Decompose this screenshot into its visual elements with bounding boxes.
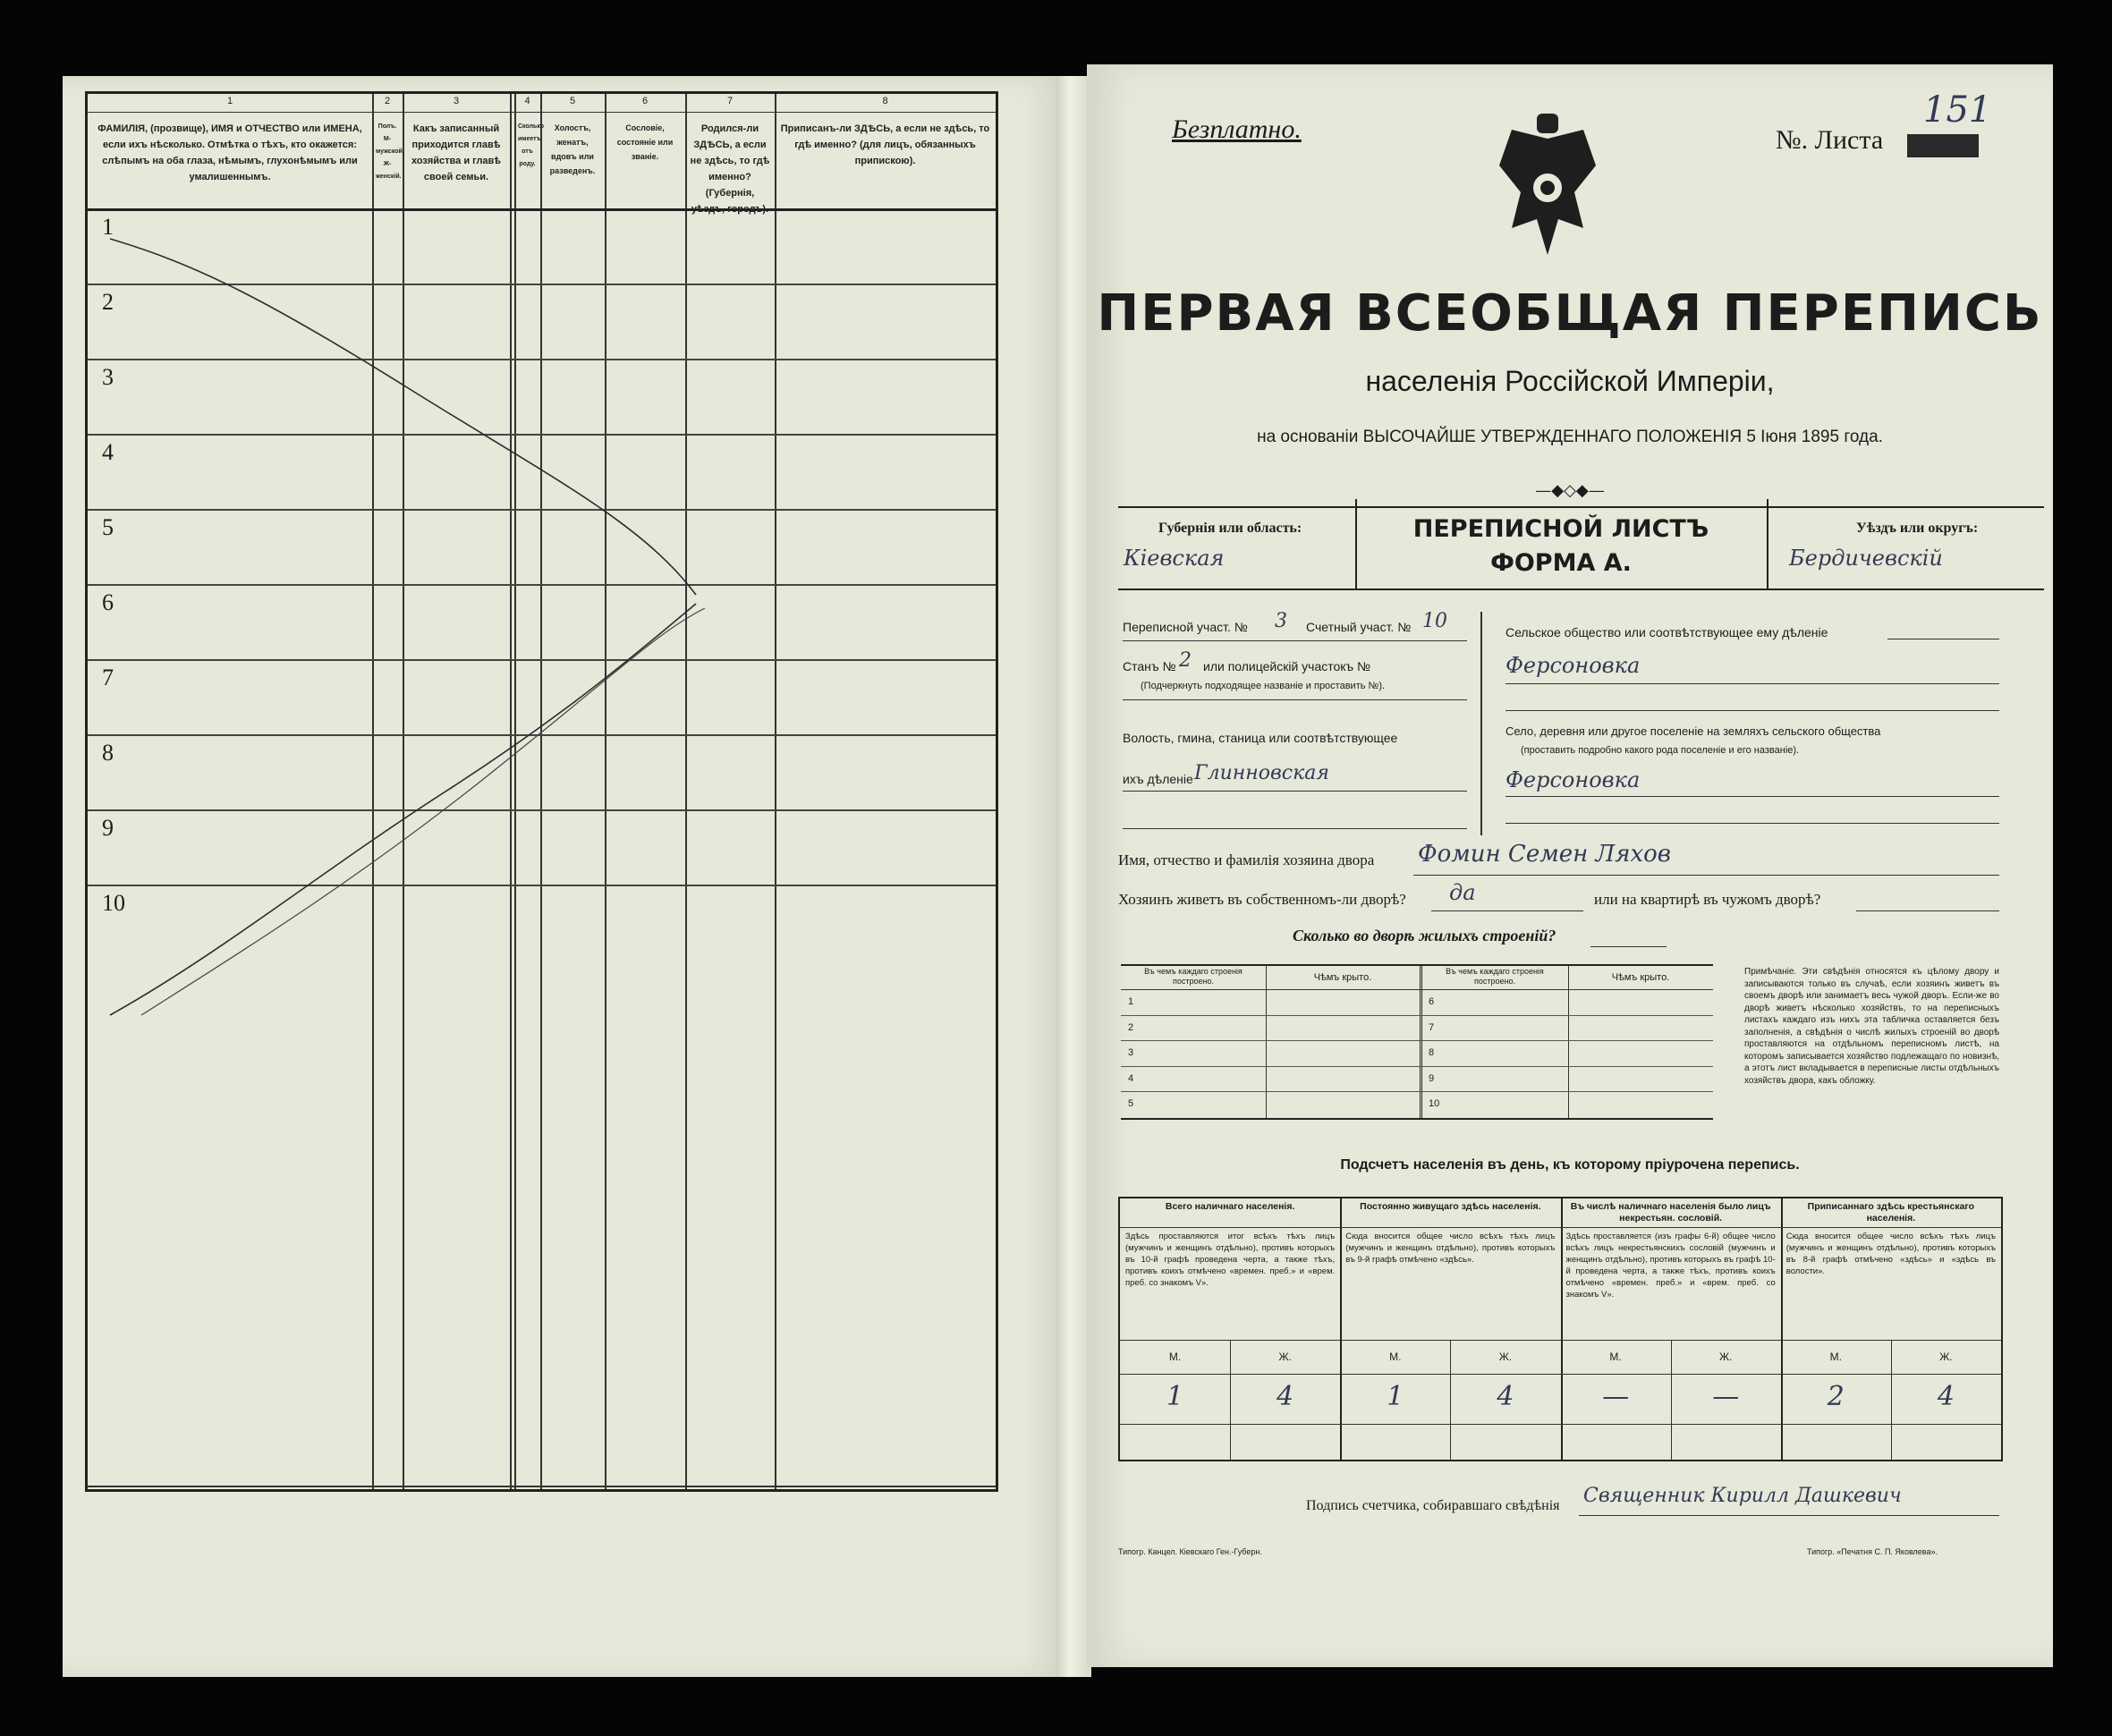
book-spine: [1056, 76, 1091, 1677]
count-title: Подсчетъ населенія въ день, къ которому пріурочена перепись.: [1340, 1157, 1800, 1173]
bld-row-num: 3: [1128, 1047, 1134, 1058]
header-band: [1118, 506, 2044, 590]
row-number: 6: [102, 589, 114, 615]
uchastok-label: Переписной участ. №: [1123, 620, 1248, 634]
column-header-5: Холостъ, женатъ, вдовъ или разведенъ.: [549, 123, 596, 175]
sex-label: Ж.: [1718, 1351, 1733, 1363]
row-number: 9: [102, 815, 114, 841]
count-col-desc: Здѣсь проставляются итог всѣхъ тѣхъ лицъ (мужчинъ и женщинъ отдѣльно), противъ которыхъ въ 10-й графѣ проведена черта, а также тѣхъ, противъ коихъ отмѣчено «времен. преб.» и «врем. преб. со знакомъ V».: [1125, 1232, 1336, 1288]
stan-value: 2: [1179, 649, 1192, 672]
printer-right: Типогр. «Печатня С. П. Яковлева».: [1807, 1547, 1938, 1556]
bld-row-num: 5: [1128, 1098, 1134, 1109]
strike-through-lines: [88, 94, 996, 1489]
form-sheet-sub: ФОРМА А.: [1490, 549, 1632, 577]
sex-label: М.: [1389, 1351, 1402, 1363]
schetny-value: 10: [1422, 610, 1447, 632]
bld-row-num: 4: [1128, 1072, 1134, 1084]
sex-label: М.: [1168, 1351, 1182, 1363]
obshchestvo-label: Сельское общество или соотвѣтствующее ему дѣленіе: [1506, 625, 1828, 639]
count-col-desc: Сюда вносится общее число всѣхъ тѣхъ лицъ (мужчинъ и женщинъ отдѣльно), противъ которыхъ въ 9-й графѣ отмѣчено «здѣсь».: [1345, 1232, 1556, 1265]
guberniya-label: Губернія или область:: [1158, 521, 1302, 536]
count-col-head: Въ числѣ наличнаго населенія было лицъ некрестьян. сословій.: [1570, 1201, 1771, 1224]
form-title: ПЕРВАЯ ВСЕОБЩАЯ ПЕРЕПИСЬ: [1097, 284, 2043, 343]
column-number-1: 1: [226, 96, 233, 106]
count-col-head: Приписаннаго здѣсь крестьянскаго населенія.: [1807, 1201, 1975, 1224]
imperial-eagle-icon: [1494, 112, 1601, 268]
column-header-8: Приписанъ-ли ЗДѢСЬ, а если не здѣсь, то гдѣ именно? (для лицъ, обязанныхъ припискою).: [780, 123, 990, 166]
selo-value: Ферсоновка: [1506, 767, 1641, 792]
count-value: —: [1712, 1381, 1740, 1412]
uchastok-value: 3: [1275, 610, 1287, 632]
column-number-6: 6: [641, 96, 649, 106]
sex-label: М.: [1829, 1351, 1842, 1363]
row-number: 2: [102, 289, 114, 315]
bld-row-num: 10: [1429, 1098, 1440, 1109]
sex-label: М.: [1609, 1351, 1622, 1363]
rent-label: или на квартирѣ въ чужомъ дворѣ?: [1594, 891, 1821, 908]
row-number: 1: [102, 214, 114, 240]
count-col-desc: Здѣсь проставляется (изъ графы 6-й) общее число всѣхъ лицъ некрестьянскихъ сословій (мужчинъ и женщинъ отдѣльно), противъ которыхъ въ графѣ 10-й проведена черта, а также тѣхъ, противъ коихъ отмѣчено «времен. преб.» и «врем. преб. со знакомъ V».: [1565, 1232, 1776, 1300]
count-col-desc: Сюда вносится общее число всѣхъ тѣхъ лицъ (мужчинъ и женщинъ отдѣльно), противъ которыхъ въ 8-й графѣ отмѣчено «здѣсь» и «здѣсь въ волости».: [1785, 1232, 1996, 1276]
left-census-table: [85, 91, 998, 1492]
bld-row-num: 7: [1429, 1021, 1435, 1033]
sheet-number-box: [1907, 134, 1979, 157]
count-value: 4: [1277, 1381, 1294, 1412]
bld-row-num: 2: [1128, 1021, 1134, 1033]
ornament-divider: —◆◇◆—: [1535, 481, 1605, 500]
bld-row-num: 9: [1429, 1072, 1435, 1084]
note-text: Примѣчаніе. Эти свѣдѣнія относятся къ цѣлому двору и записываются только въ случаѣ, если хозяинъ живетъ въ своемъ дворѣ или занимаетъ весь чужой дворъ. Если-же во дворѣ живетъ нѣсколько хозяйствъ, то на переписныхъ листахъ каждаго изъ нихъ эта табличка оставляется безъ заполненія, а свѣдѣнія о числѣ жилыхъ строеній во дворѣ проставляются на отдѣльномъ переписномъ листѣ, на которомъ записывается хозяйство подлежащаго по новизнѣ, а этотъ лист вкладывается в переписные листы отдѣльныхъ хозяйствъ двора, какъ обложку.: [1744, 967, 1999, 1086]
row-number: 8: [102, 740, 114, 766]
obshchestvo-value: Ферсоновка: [1506, 653, 1641, 678]
bld-row-num: 1: [1128, 996, 1134, 1007]
free-label: Безплатно.: [1172, 114, 1302, 144]
owner-label: Имя, отчество и фамилія хозяина двора: [1118, 851, 1375, 868]
own-yard-label: Хозяинъ живетъ въ собственномъ-ли дворѣ?: [1118, 891, 1406, 908]
column-header-4: Сколько имеетъ отъ роду.: [518, 123, 545, 167]
count-value: 4: [1937, 1381, 1955, 1412]
column-number-4: 4: [524, 96, 530, 106]
bld-row-num: 8: [1429, 1047, 1435, 1058]
column-number-8: 8: [882, 96, 888, 106]
own-yard-value: да: [1449, 880, 1476, 905]
form-basis: на основаніи ВЫСОЧАЙШЕ УТВЕРЖДЕННАГО ПОЛОЖЕНІЯ 5 Іюня 1895 года.: [1257, 428, 1883, 446]
count-value: 2: [1827, 1381, 1845, 1412]
column-header-7: Родился-ли ЗДѢСЬ, а если не здѣсь, то гдѣ именно? (Губернія, уѣздъ, городъ).: [690, 123, 770, 215]
column-header-2: Полъ. М-мужской. Ж-женскій.: [376, 123, 404, 180]
owner-value: Фомин Семен Ляхов: [1418, 841, 1671, 868]
selo-label: Село, деревня или другое поселеніе на земляхъ сельского общества: [1506, 724, 1881, 738]
stan-note: (Подчеркнуть подходящее названіе и проставить №).: [1141, 681, 1386, 691]
column-number-5: 5: [569, 96, 576, 106]
sex-label: Ж.: [1278, 1351, 1292, 1363]
column-number-3: 3: [453, 96, 460, 106]
uezd-value: Бердичевскій: [1789, 546, 1943, 571]
count-value: —: [1602, 1381, 1630, 1412]
bld-h1-left: Въ чемъ каждаго строенія построено.: [1144, 967, 1243, 986]
stan-rest: или полицейскій участокъ №: [1203, 659, 1371, 673]
guberniya-value: Кіевская: [1124, 546, 1225, 571]
row-number: 10: [102, 890, 125, 916]
sheet-label: №. Листа: [1776, 125, 1884, 155]
bld-row-num: 6: [1429, 996, 1435, 1007]
schetny-label: Счетный участ. №: [1306, 620, 1412, 634]
volost-value: Глинновская: [1194, 762, 1329, 784]
sheet-number: 151: [1923, 89, 1992, 131]
form-subtitle: населенія Россійской Имперіи,: [1365, 365, 1775, 397]
row-number: 7: [102, 665, 114, 690]
buildings-label: Сколько во дворѣ жилыхъ строеній?: [1293, 927, 1556, 944]
uezd-label: Уѣздъ или округъ:: [1856, 521, 1979, 536]
column-header-3: Какъ записанный приходится главѣ хозяйства и главѣ своей семьи.: [411, 123, 502, 182]
row-number: 4: [102, 439, 114, 465]
signature-label: Подпись счетчика, собиравшаго свѣдѣнія: [1306, 1498, 1560, 1513]
column-header-6: Сословіе, состояніе или званіе.: [616, 123, 674, 161]
bld-h2-left: Чѣмъ крыто.: [1313, 972, 1372, 983]
volost-label: Волость, гмина, станица или соотвѣтствующее: [1123, 731, 1398, 745]
selo-note: (проставить подробно какого рода поселеніе и его названіе).: [1521, 745, 1800, 756]
count-table: [1118, 1197, 2003, 1461]
count-value: 1: [1387, 1381, 1404, 1412]
stan-label: Станъ №: [1123, 659, 1176, 673]
count-col-head: Постоянно живущаго здѣсь населенія.: [1360, 1201, 1541, 1212]
volost-label2: ихъ дѣленіе: [1123, 772, 1193, 786]
form-sheet-title: ПЕРЕПИСНОЙ ЛИСТЪ: [1412, 515, 1709, 543]
bld-h2-right: Чѣмъ крыто.: [1611, 972, 1670, 983]
count-col-head: Всего наличнаго населенія.: [1165, 1201, 1295, 1212]
sex-label: Ж.: [1498, 1351, 1513, 1363]
row-number: 3: [102, 364, 114, 390]
column-number-2: 2: [384, 96, 391, 106]
column-header-1: ФАМИЛІЯ, (прозвище), ИМЯ и ОТЧЕСТВО или ИМЕНА, если ихъ нѣсколько. Отмѣтка о тѣхъ, кто окажется: слѣпымъ на оба глаза, нѣмымъ, глухонѣмымъ или умалишеннымъ.: [98, 123, 362, 182]
row-number: 5: [102, 514, 114, 540]
buildings-table: [1121, 964, 1713, 1120]
bld-h1-right: Въ чемъ каждаго строенія построено.: [1446, 967, 1544, 986]
count-value: 4: [1497, 1381, 1514, 1412]
sex-label: Ж.: [1939, 1351, 1953, 1363]
printer-left: Типогр. Канцел. Кіевскаго Ген.-Губерн.: [1118, 1547, 1262, 1556]
column-number-7: 7: [726, 96, 734, 106]
signature-value: Священник Кирилл Дашкевич: [1583, 1485, 1902, 1507]
count-value: 1: [1166, 1381, 1184, 1412]
